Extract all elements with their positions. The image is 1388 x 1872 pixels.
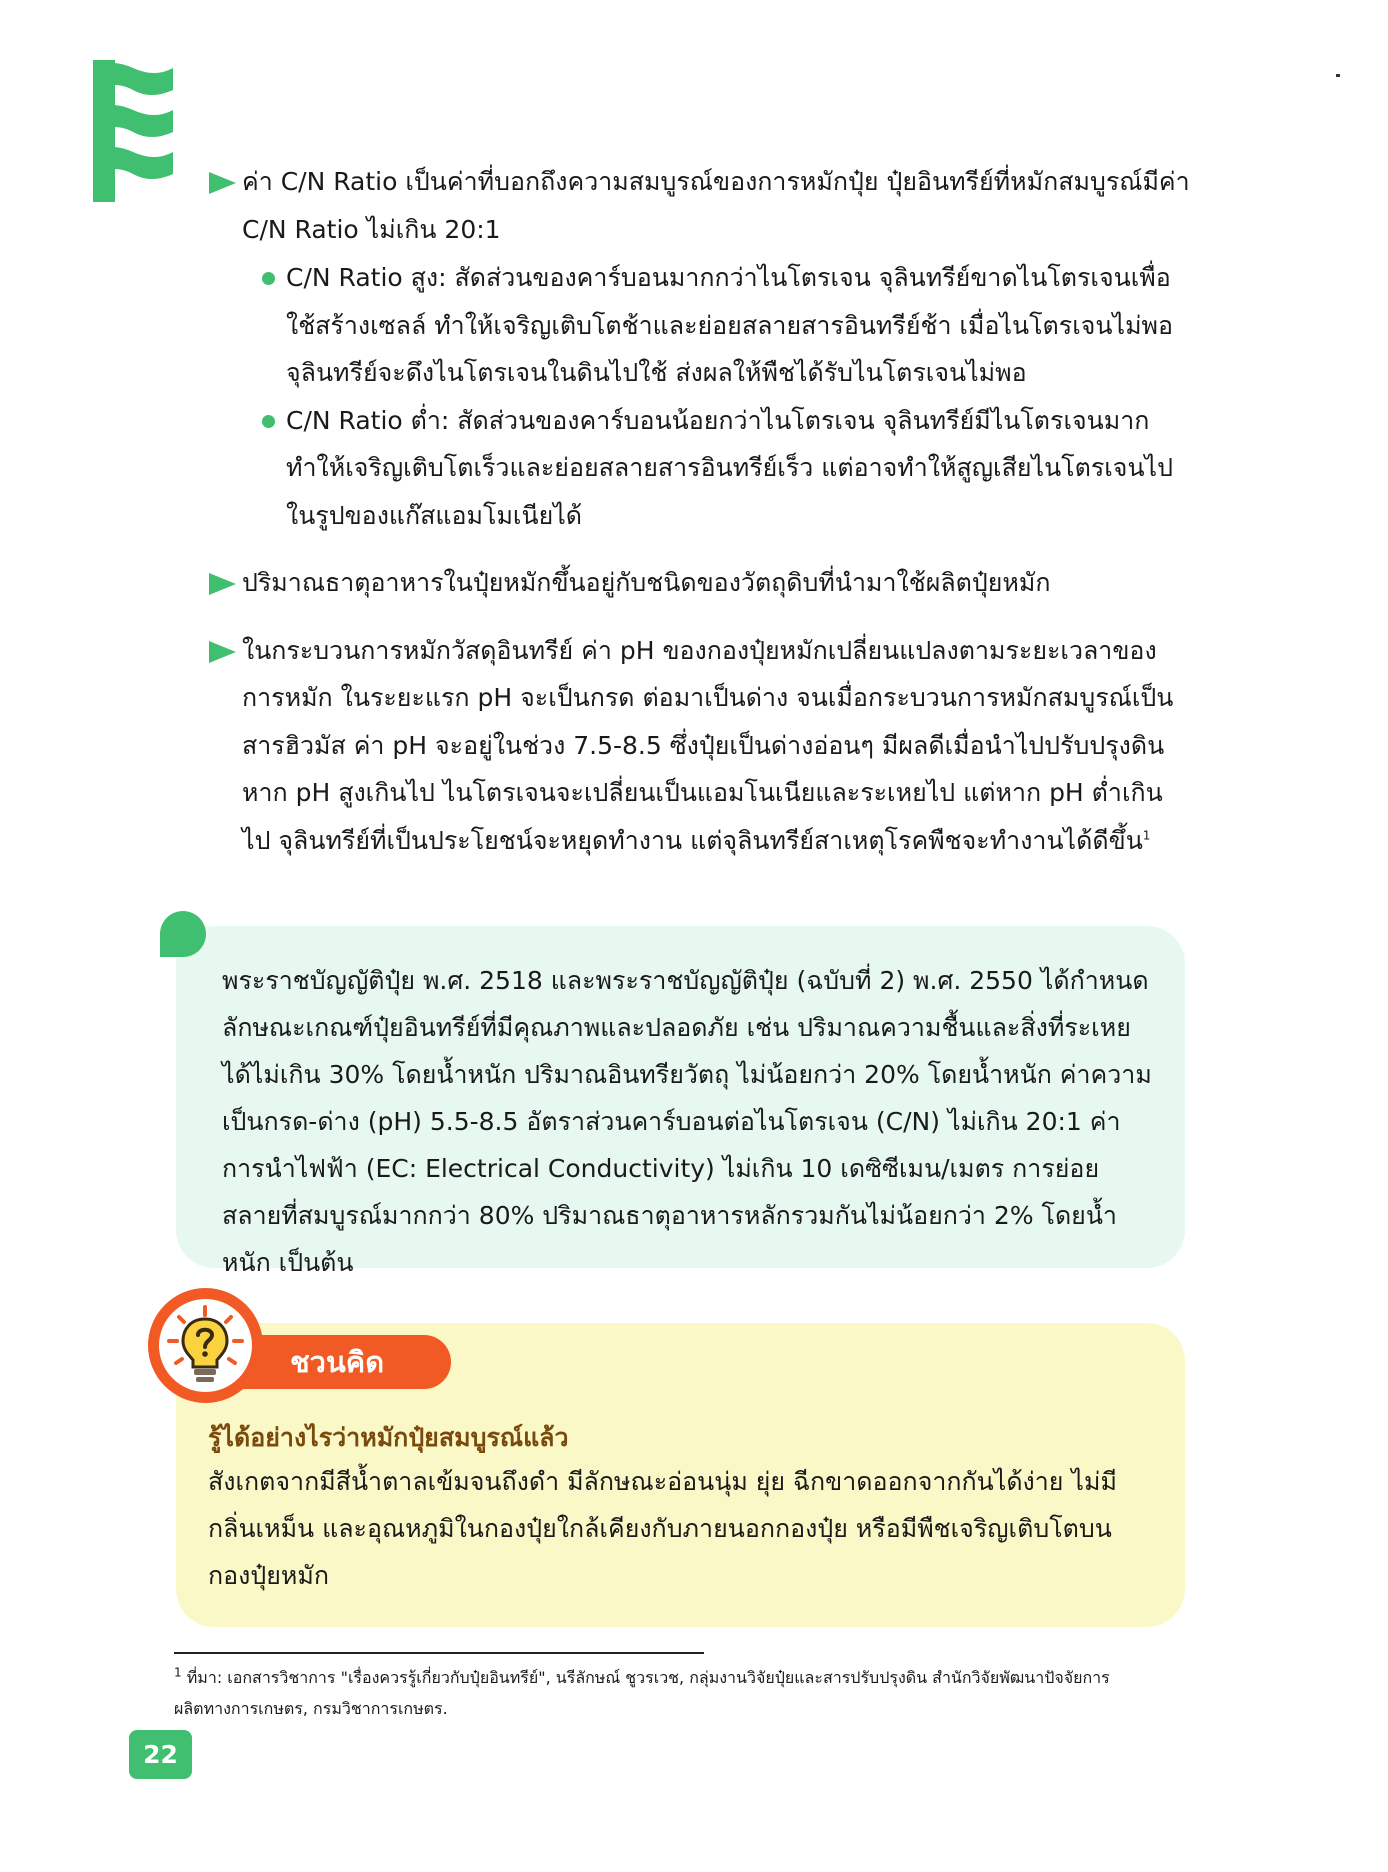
sub-bullet-item (205, 254, 1191, 397)
bullet-text: ปริมาณธาตุอาหารในปุ๋ยหมักขึ้นอยู่กับชนิดของวัตถุดิบที่นำมาใช้ผลิตปุ๋ยหมัก (242, 568, 1051, 597)
bullet-item (205, 559, 1191, 607)
bullet-text-body: ในกระบวนการหมักวัสดุอินทรีย์ ค่า pH ของกองปุ๋ยหมักเปลี่ยนแปลงตามระยะเวลาของการหมัก ในระยะแรก pH จะเป็นกรด ต่อมาเป็นด่าง จนเมื่อกระบวนการหมักสมบูรณ์เป็นสารฮิวมัส ค่า pH จะอยู่ในช่วง 7.5-8.5 ซึ่งปุ๋ยเป็นด่างอ่อนๆ มีผลดีเมื่อนำไปปรับปรุงดิน หาก pH สูงเกินไป ไนโตรเจนจะเปลี่ยนเป็นแอมโนเนียและระเหยไป แต่หาก pH ต่ำเกินไป จุลินทรีย์ที่เป็นประโยชน์จะหยุดทำงาน แต่จุลินทรีย์สาเหตุโรคพืชจะทำงานได้ดีขึ้น (242, 635, 1174, 855)
circle-bullet-icon (262, 272, 275, 285)
bullet-item (205, 627, 1191, 865)
bullet-item (205, 158, 1191, 253)
corner-mark (1336, 74, 1340, 77)
circle-bullet-icon (262, 415, 275, 428)
triangle-bullet-icon (209, 172, 236, 194)
callout-marker-icon (160, 911, 206, 957)
footnote-mark: 1 (174, 1665, 182, 1680)
think-text: สังเกตจากมีสีน้ำตาลเข้มจนถึงดำ มีลักษณะอ่อนนุ่ม ยุ่ย ฉีกขาดออกจากกันได้ง่าย ไม่มีกลิ่นเหม็น และอุณหภูมิในกองปุ๋ยใกล้เคียงกับภายนอกกองปุ๋ย หรือมีพืชเจริญเติบโตบนกองปุ๋ยหมัก (208, 1467, 1117, 1590)
footnote (174, 1662, 1134, 1724)
publisher-logo (93, 60, 173, 202)
sub-bullet-text: C/N Ratio สูง: สัดส่วนของคาร์บอนมากกว่าไนโตรเจน จุลินทรีย์ขาดไนโตรเจนเพื่อใช้สร้างเซลล์ ทำให้เจริญเติบโตช้าและย่อยสลายสารอินทรีย์ช้า เมื่อไนโตรเจนไม่พอ จุลินทรีย์จะดึงไนโตรเจนในดินไปใช้ ส่งผลให้พืชได้รับไนโตรเจนไม่พอ (286, 263, 1174, 387)
law-callout-text: พระราชบัญญัติปุ๋ย พ.ศ. 2518 และพระราชบัญญัติปุ๋ย (ฉบับที่ 2) พ.ศ. 2550 ได้กำหนดลักษณะเกณฑ์ปุ๋ยอินทรีย์ที่มีคุณภาพและปลอดภัย เช่น ปริมาณความชื้นและสิ่งที่ระเหยได้ไม่เกิน 30% โดยน้ำหนัก ปริมาณอินทรียวัตถุ ไม่น้อยกว่า 20% โดยน้ำหนัก ค่าความเป็นกรด-ด่าง (pH) 5.5-8.5 อัตราส่วนคาร์บอนต่อไนโตรเจน (C/N) ไม่เกิน 20:1 ค่าการนำไฟฟ้า (EC: Electrical Conductivity) ไม่เกิน 10 เดซิซีเมน/เมตร การย่อยสลายที่สมบูรณ์มากกว่า 80% ปริมาณธาตุอาหารหลักรวมกันไม่น้อยกว่า 2% โดยน้ำหนัก เป็นต้น (222, 966, 1152, 1277)
triangle-bullet-icon (209, 641, 236, 663)
footnote-divider (174, 1652, 704, 1654)
footnote-text: ที่มา: เอกสารวิชาการ "เรื่องควรรู้เกี่ยวกับปุ๋ยอินทรีย์", นรีลักษณ์ ชูวรเวช, กลุ่มงานวิจัยปุ๋ยและสารปรับปรุงดิน สำนักวิจัยพัฒนาปัจจัยการผลิตทางการเกษตร, กรมวิชาการเกษตร. (174, 1668, 1110, 1718)
bullet-text (242, 627, 1191, 865)
sub-bullet-item (205, 397, 1191, 540)
think-label: ชวนคิด (290, 1345, 385, 1379)
sub-bullet-text: C/N Ratio ต่ำ: สัดส่วนของคาร์บอนน้อยกว่าไนโตรเจน จุลินทรีย์มีไนโตรเจนมาก ทำให้เจริญเติบโตเร็วและย่อยสลายสารอินทรีย์เร็ว แต่อาจทำให้สูญเสียไนโตรเจนไปในรูปของแก๊สแอมโมเนียได้ (286, 405, 1173, 530)
triangle-bullet-icon (209, 573, 236, 595)
lightbulb-question-icon (159, 1299, 252, 1392)
page-number: 22 (129, 1730, 192, 1779)
footnote-ref[interactable]: 1 (1142, 828, 1151, 843)
bullet-text: ค่า C/N Ratio เป็นค่าที่บอกถึงความสมบูรณ์ของการหมักปุ๋ย ปุ๋ยอินทรีย์ที่หมักสมบูรณ์มีค่า C/N Ratio ไม่เกิน 20:1 (242, 167, 1190, 244)
main-content (205, 158, 1191, 864)
think-title: รู้ได้อย่างไรว่าหมักปุ๋ยสมบูรณ์แล้ว (208, 1423, 569, 1452)
